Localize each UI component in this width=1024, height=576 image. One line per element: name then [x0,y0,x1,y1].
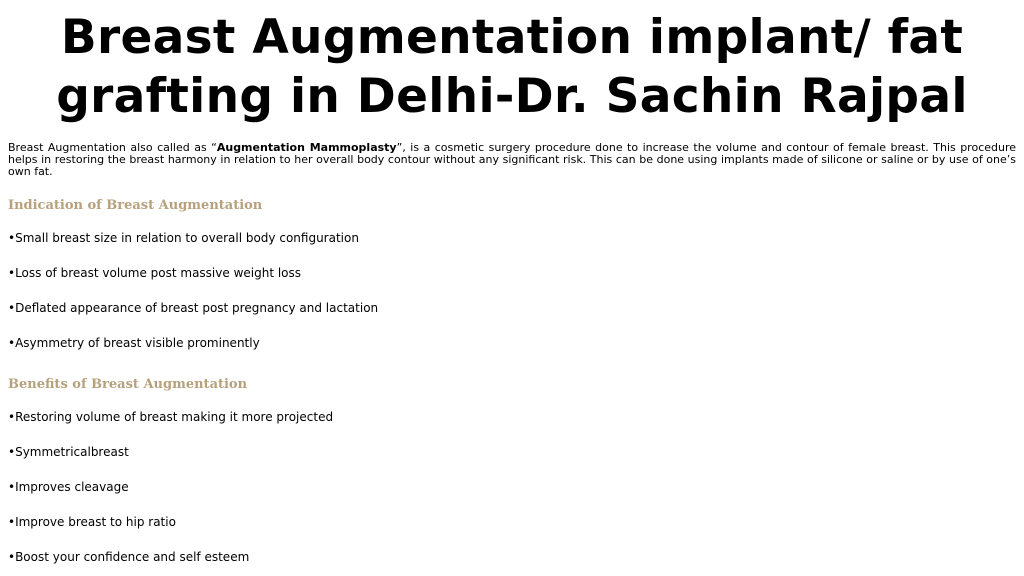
indication-item: •Deflated appearance of breast post pregnancy and lactation [8,301,379,315]
benefits-heading: Benefits of Breast Augmentation [8,377,248,392]
indications-heading: Indication of Breast Augmentation [8,198,263,213]
intro-bold-term: Augmentation Mammoplasty [216,141,397,154]
indication-item: •Loss of breast volume post massive weight loss [8,266,302,280]
intro-text-start: Breast Augmentation also called as “ [8,141,217,154]
intro-text-end: ”, is a cosmetic surgery procedure done to increase the volume and contour of female breast. This procedure helps in restoring the breast harmony in relation to her overall body contour without any significant risk. This can be done using implants made of silicone or saline or by use of one’s own fat. [8,141,1017,178]
page-title [0,8,1024,126]
benefit-item: •Symmetricalbreast [8,445,129,459]
indication-item: •Asymmetry of breast visible prominently [8,336,260,350]
page-title-line-1: Breast Augmentation implant/ fat [60,10,964,65]
benefit-item: •Boost your confidence and self esteem [8,550,250,564]
benefit-item: •Improve breast to hip ratio [8,515,176,529]
benefit-item: •Improves cleavage [8,480,129,494]
indication-item: •Small breast size in relation to overall body configuration [8,231,359,245]
intro-paragraph [8,142,1016,178]
benefit-item: •Restoring volume of breast making it more projected [8,410,334,424]
page-title-line-2: grafting in Delhi-Dr. Sachin Rajpal [56,69,968,124]
